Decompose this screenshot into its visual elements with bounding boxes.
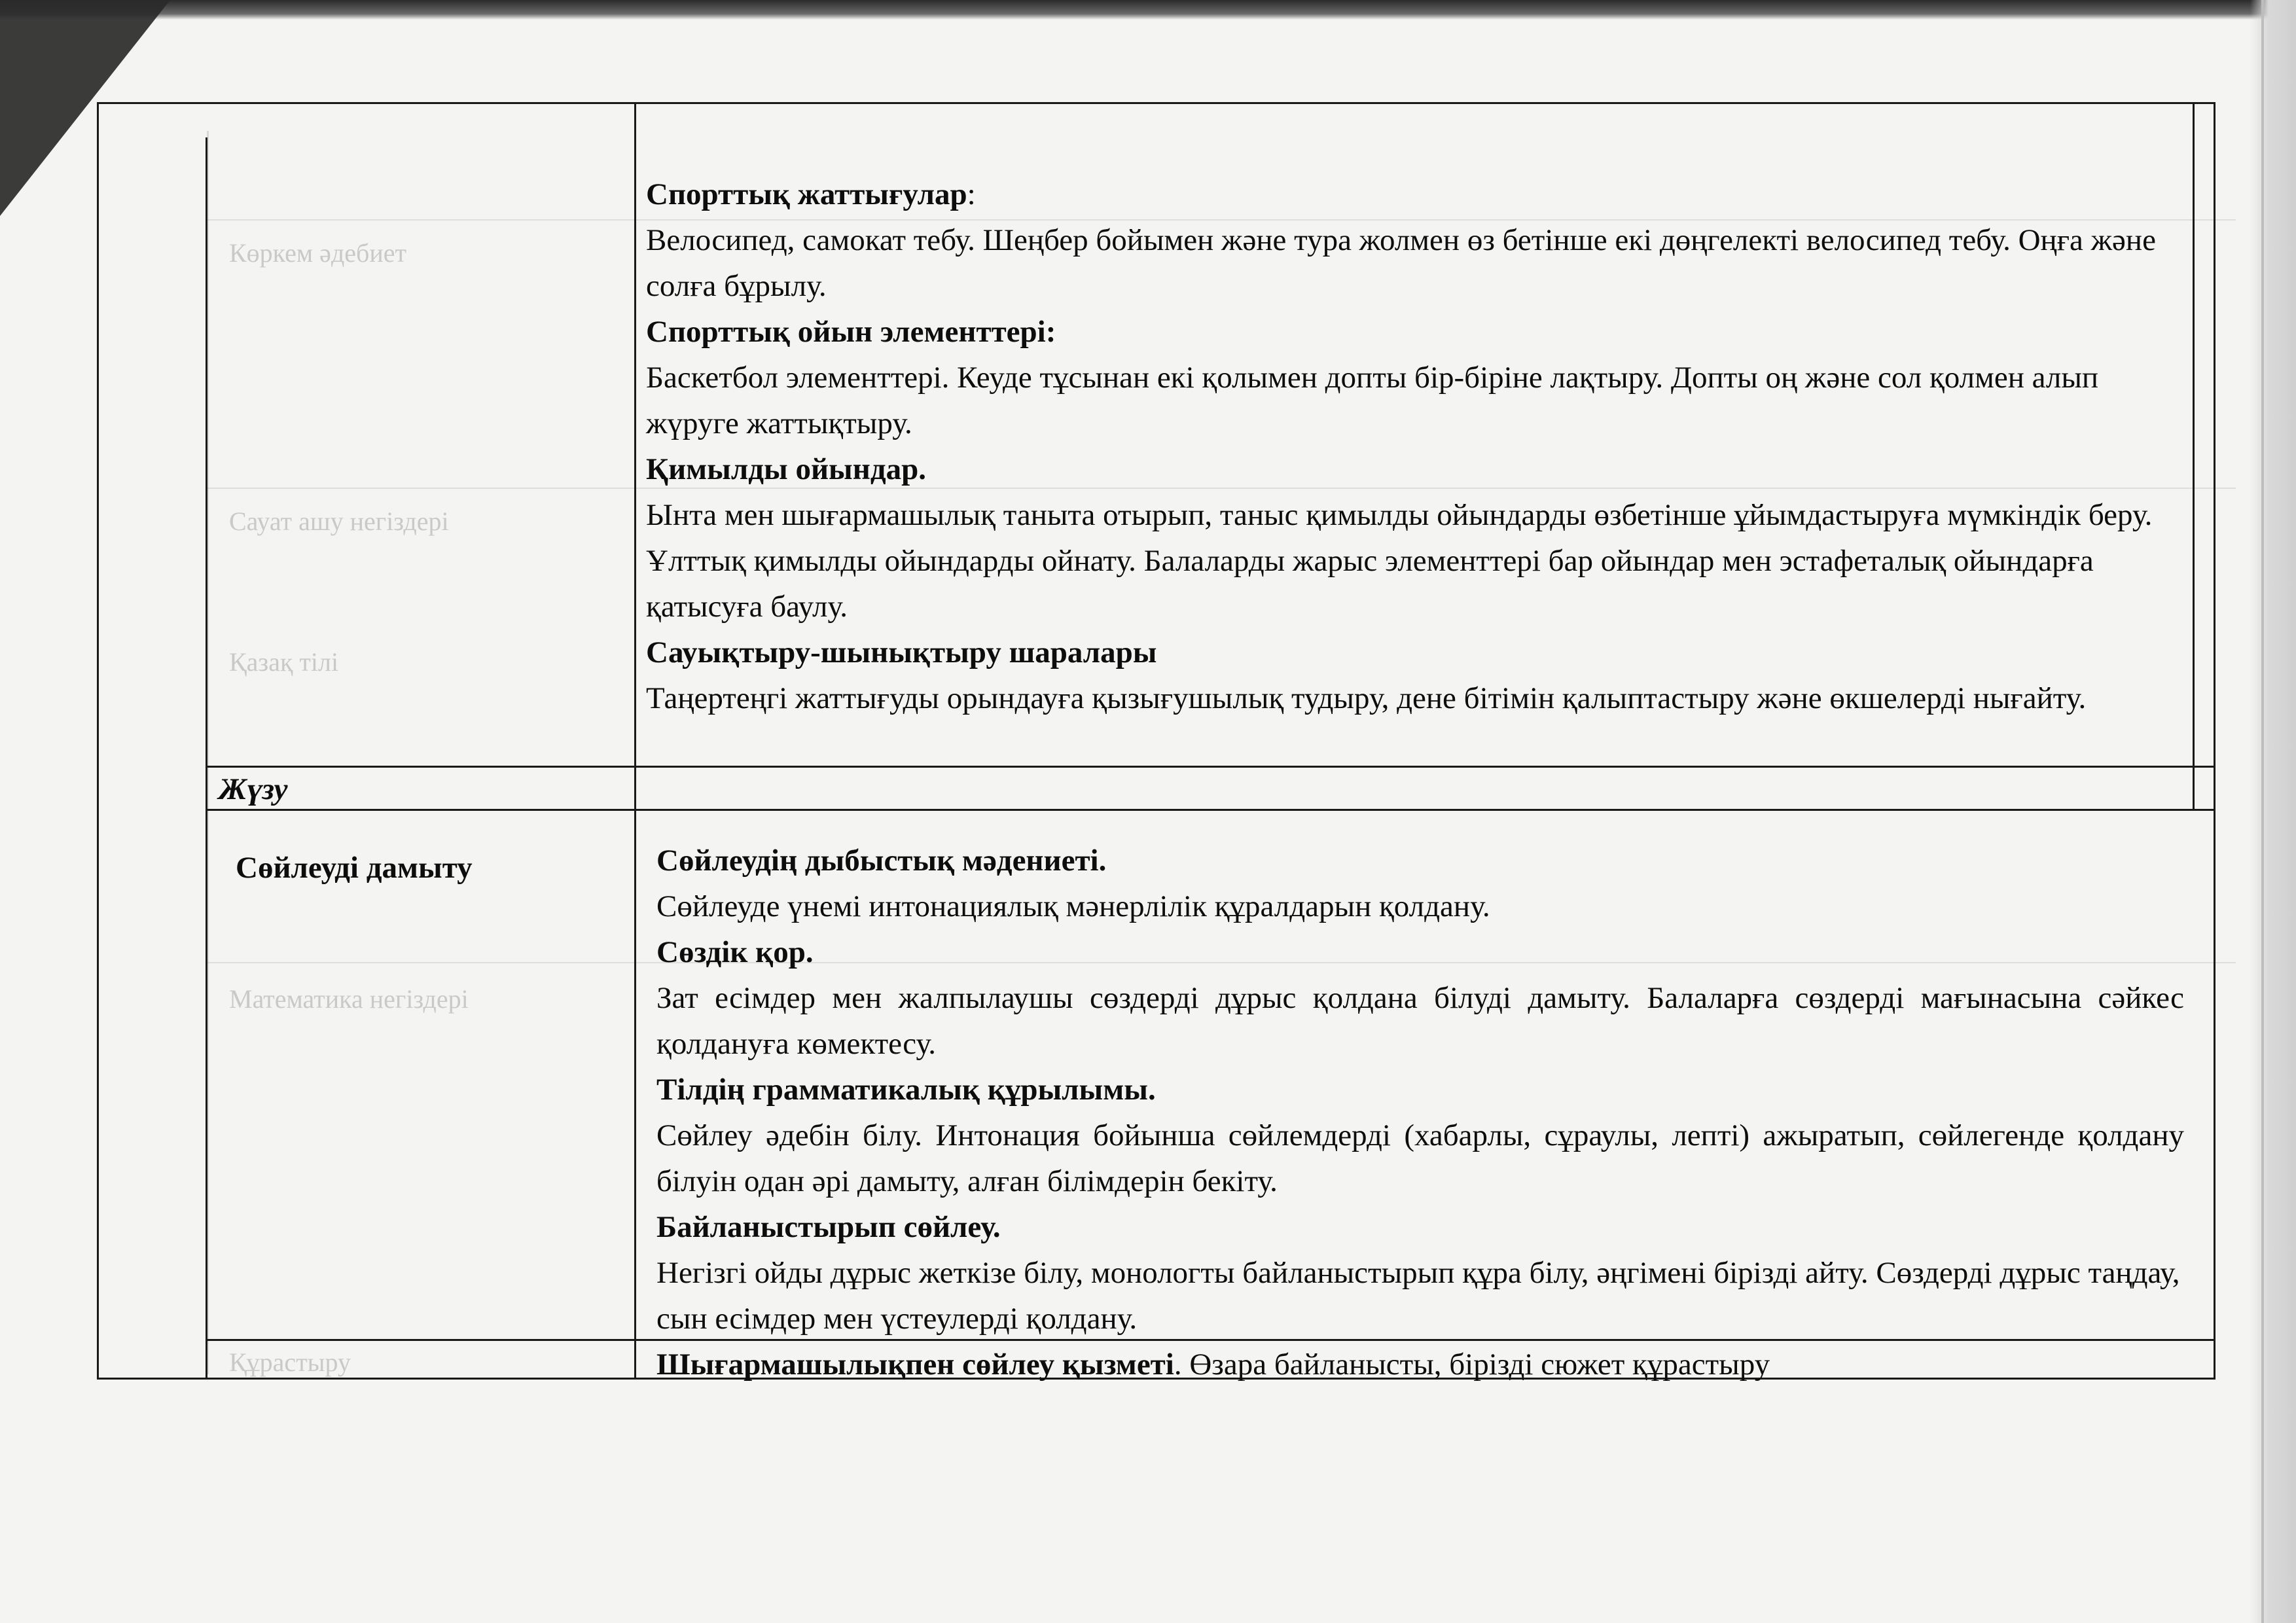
show-through-label: Математика негіздері [229,984,469,1014]
table-divider [2193,102,2195,809]
speech-row-label: Сөйлеуді дамыту [236,851,473,885]
scan-shadow-top [0,0,2296,20]
show-through-label: Сауат ашу негіздері [229,507,449,536]
sport-games-paragraph: Баскетбол элементтері. Кеуде тұсынан екі қолымен допты бір-біріне лақтыру. Допты оң және сол қолмен алып жүруге жаттықтыру. [646,361,2099,440]
creative-speech-paragraph: . Өзара байланысты, бірізді сюжет құрастыру [1174,1347,1770,1382]
scan-shadow-right [2250,0,2296,1623]
table-divider [634,809,636,1380]
active-games-paragraph: Ынта мен шығармашылық таныта отырып, таныс қимылды ойындарды өзбетінше ұйымдастыруға мүмкіндік беру. Ұлттық қимылды ойындарды ойнату. Балаларды жарыс элементтері бар ойындар мен эстафеталық ойындарға қатысуға баулу. [646,498,2153,624]
vocabulary-heading: Сөздік қор. [656,935,814,969]
speech-cell [656,838,2184,1387]
vocabulary-paragraph: Зат есімдер мен жалпылаушы сөздерді дұрыс қолдана білуді дамыту. Балаларға сөздерді мағынасына сәйкес қолдануға көмектесу. [656,981,2184,1061]
table-divider [206,766,2215,768]
sport-heading-colon: : [967,177,976,211]
show-through-label: Құрастыру [229,1347,351,1377]
speech-sound-heading: Сөйлеудің дыбыстық мәдениеті. [656,844,1107,878]
coherent-speech-paragraph: Негізгі ойды дұрыс жеткізе білу, монологты байланыстырып құра білу, әңгімені бірізді айту. Сөздерді дұрыс таңдау, сын есімдер мен үстеулерді қолдану. [656,1256,2180,1336]
grammar-paragraph: Сөйлеу әдебін білу. Интонация бойынша сөйлемдерді (хабарлы, сұраулы, лепті) ажыратып, сөйлегенде қолдану білуін одан әрі дамыту, алған білімдерін бекіту. [656,1118,2184,1198]
grammar-heading: Тілдің грамматикалық құрылымы. [656,1073,1156,1107]
swim-row-label: Жүзу [219,772,288,806]
show-through-label: Көркем әдебиет [229,238,407,268]
table-divider [206,137,207,792]
sport-games-heading: Спорттық ойын элементтері: [646,315,1056,349]
sport-heading: Спорттық жаттығулар [646,177,967,211]
coherent-speech-heading: Байланыстырып сөйлеу. [656,1210,1001,1244]
creative-speech-heading: Шығармашылықпен сөйлеу қызметі [656,1347,1174,1382]
table-divider [206,809,2215,811]
scan-edge-right [2261,0,2264,1623]
sport-paragraph: Велосипед, самокат тебу. Шеңбер бойымен және тура жолмен өз бетінше екі дөңгелекті велосипед тебу. Оңға және солға бұрылу. [646,223,2156,303]
show-through-label: Қазақ тілі [229,647,339,677]
table-divider [206,766,207,1380]
table-divider [634,102,636,856]
sport-cell [646,171,2184,721]
health-heading: Сауықтыру-шынықтыру шаралары [646,635,1157,669]
speech-sound-paragraph: Сөйлеуде үнемі интонациялық мәнерлілік құралдарын қолдану. [656,889,1490,923]
active-games-heading: Қимылды ойындар. [646,452,926,486]
health-paragraph: Таңертеңгі жаттығуды орындауға қызығушылық тудыру, дене бітімін қалыптастыру және өкшелерді нығайту. [646,681,2087,715]
